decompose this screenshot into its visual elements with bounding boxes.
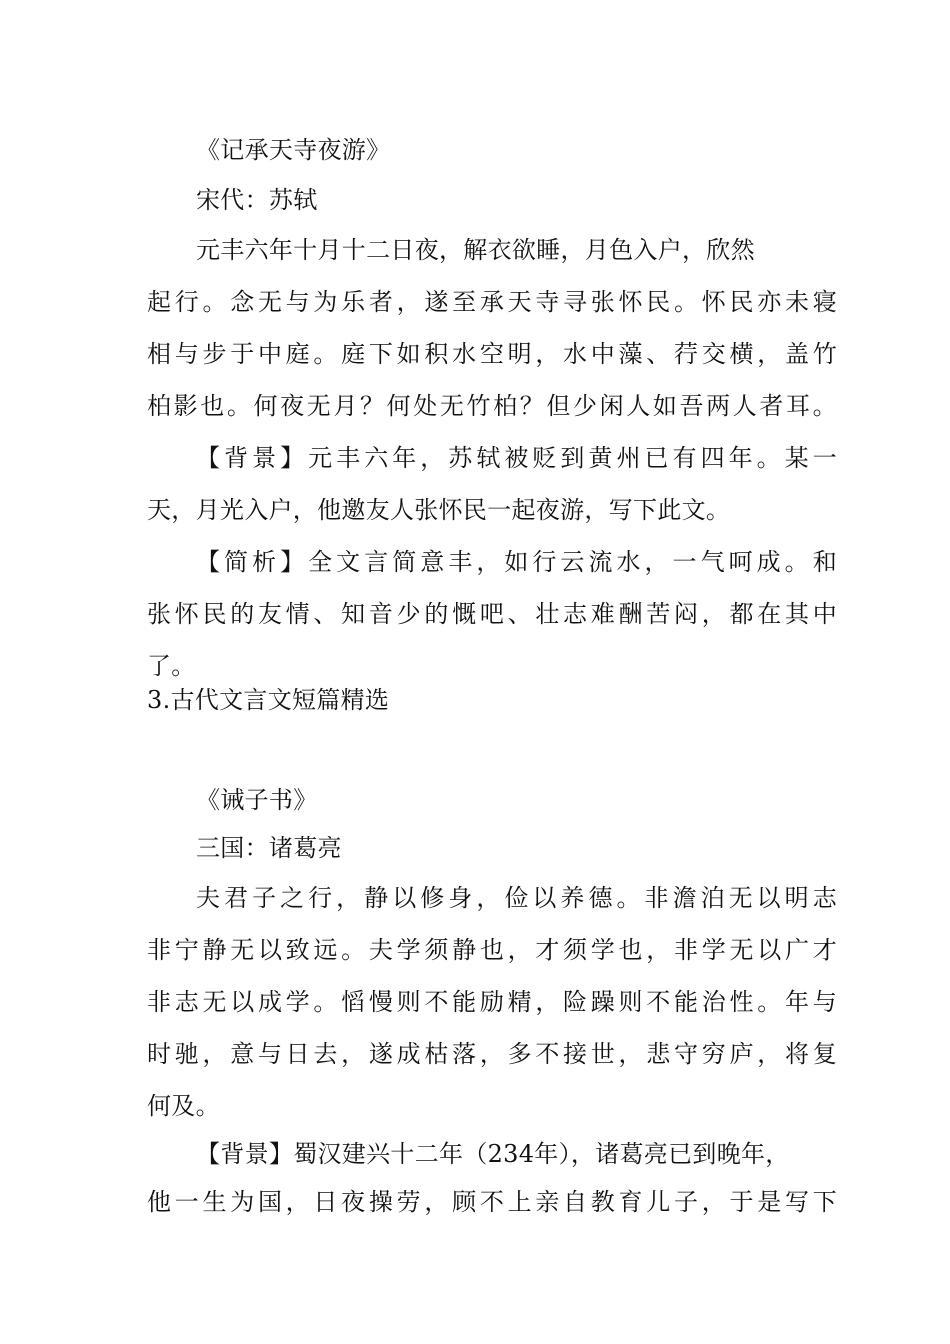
- text-line: 起行。念无与为乐者，遂至承天寺寻张怀民。怀民亦未寝: [147, 288, 837, 316]
- background-line: 【背景】蜀汉建兴十二年（234年），诸葛亮已到晚年，: [196, 1140, 790, 1168]
- text-line: 何及。: [147, 1092, 220, 1120]
- text-line: 柏影也。何夜无月？何处无竹柏？但少闲人如吾两人者耳。: [147, 392, 837, 420]
- analysis-line: 了。: [147, 652, 196, 680]
- text-line: 非志无以成学。慆慢则不能励精，险躁则不能治性。年与: [147, 988, 837, 1016]
- text-line: 非宁静无以致远。夫学须静也，才须学也，非学无以广才: [147, 936, 837, 964]
- poem-author: 三国：诸葛亮: [196, 834, 342, 862]
- analysis-line: 【简析】全文言简意丰，如行云流水，一气呵成。和: [196, 548, 837, 576]
- section-heading: 3.古代文言文短篇精选: [147, 686, 390, 714]
- poem-author: 宋代：苏轼: [196, 186, 318, 214]
- text-line: 时驰，意与日去，遂成枯落，多不接世，悲守穷庐，将复: [147, 1040, 837, 1068]
- background-line: 天，月光入户，他邀友人张怀民一起夜游，写下此文。: [147, 496, 731, 524]
- analysis-line: 张怀民的友情、知音少的慨吧、壮志难酬苦闷，都在其中: [147, 600, 837, 628]
- poem-title: 《诫子书》: [196, 786, 318, 814]
- text-line: 元丰六年十月十二日夜，解衣欲睡，月色入户，欣然: [196, 236, 755, 264]
- background-line: 【背景】元丰六年，苏轼被贬到黄州已有四年。某一: [196, 444, 837, 472]
- text-line: 夫君子之行，静以修身，俭以养德。非澹泊无以明志: [196, 884, 837, 912]
- background-line: 他一生为国，日夜操劳，顾不上亲自教育儿子，于是写下: [147, 1188, 837, 1216]
- text-line: 相与步于中庭。庭下如积水空明，水中藻、荇交横，盖竹: [147, 340, 837, 368]
- poem-title: 《记承天寺夜游》: [196, 136, 391, 164]
